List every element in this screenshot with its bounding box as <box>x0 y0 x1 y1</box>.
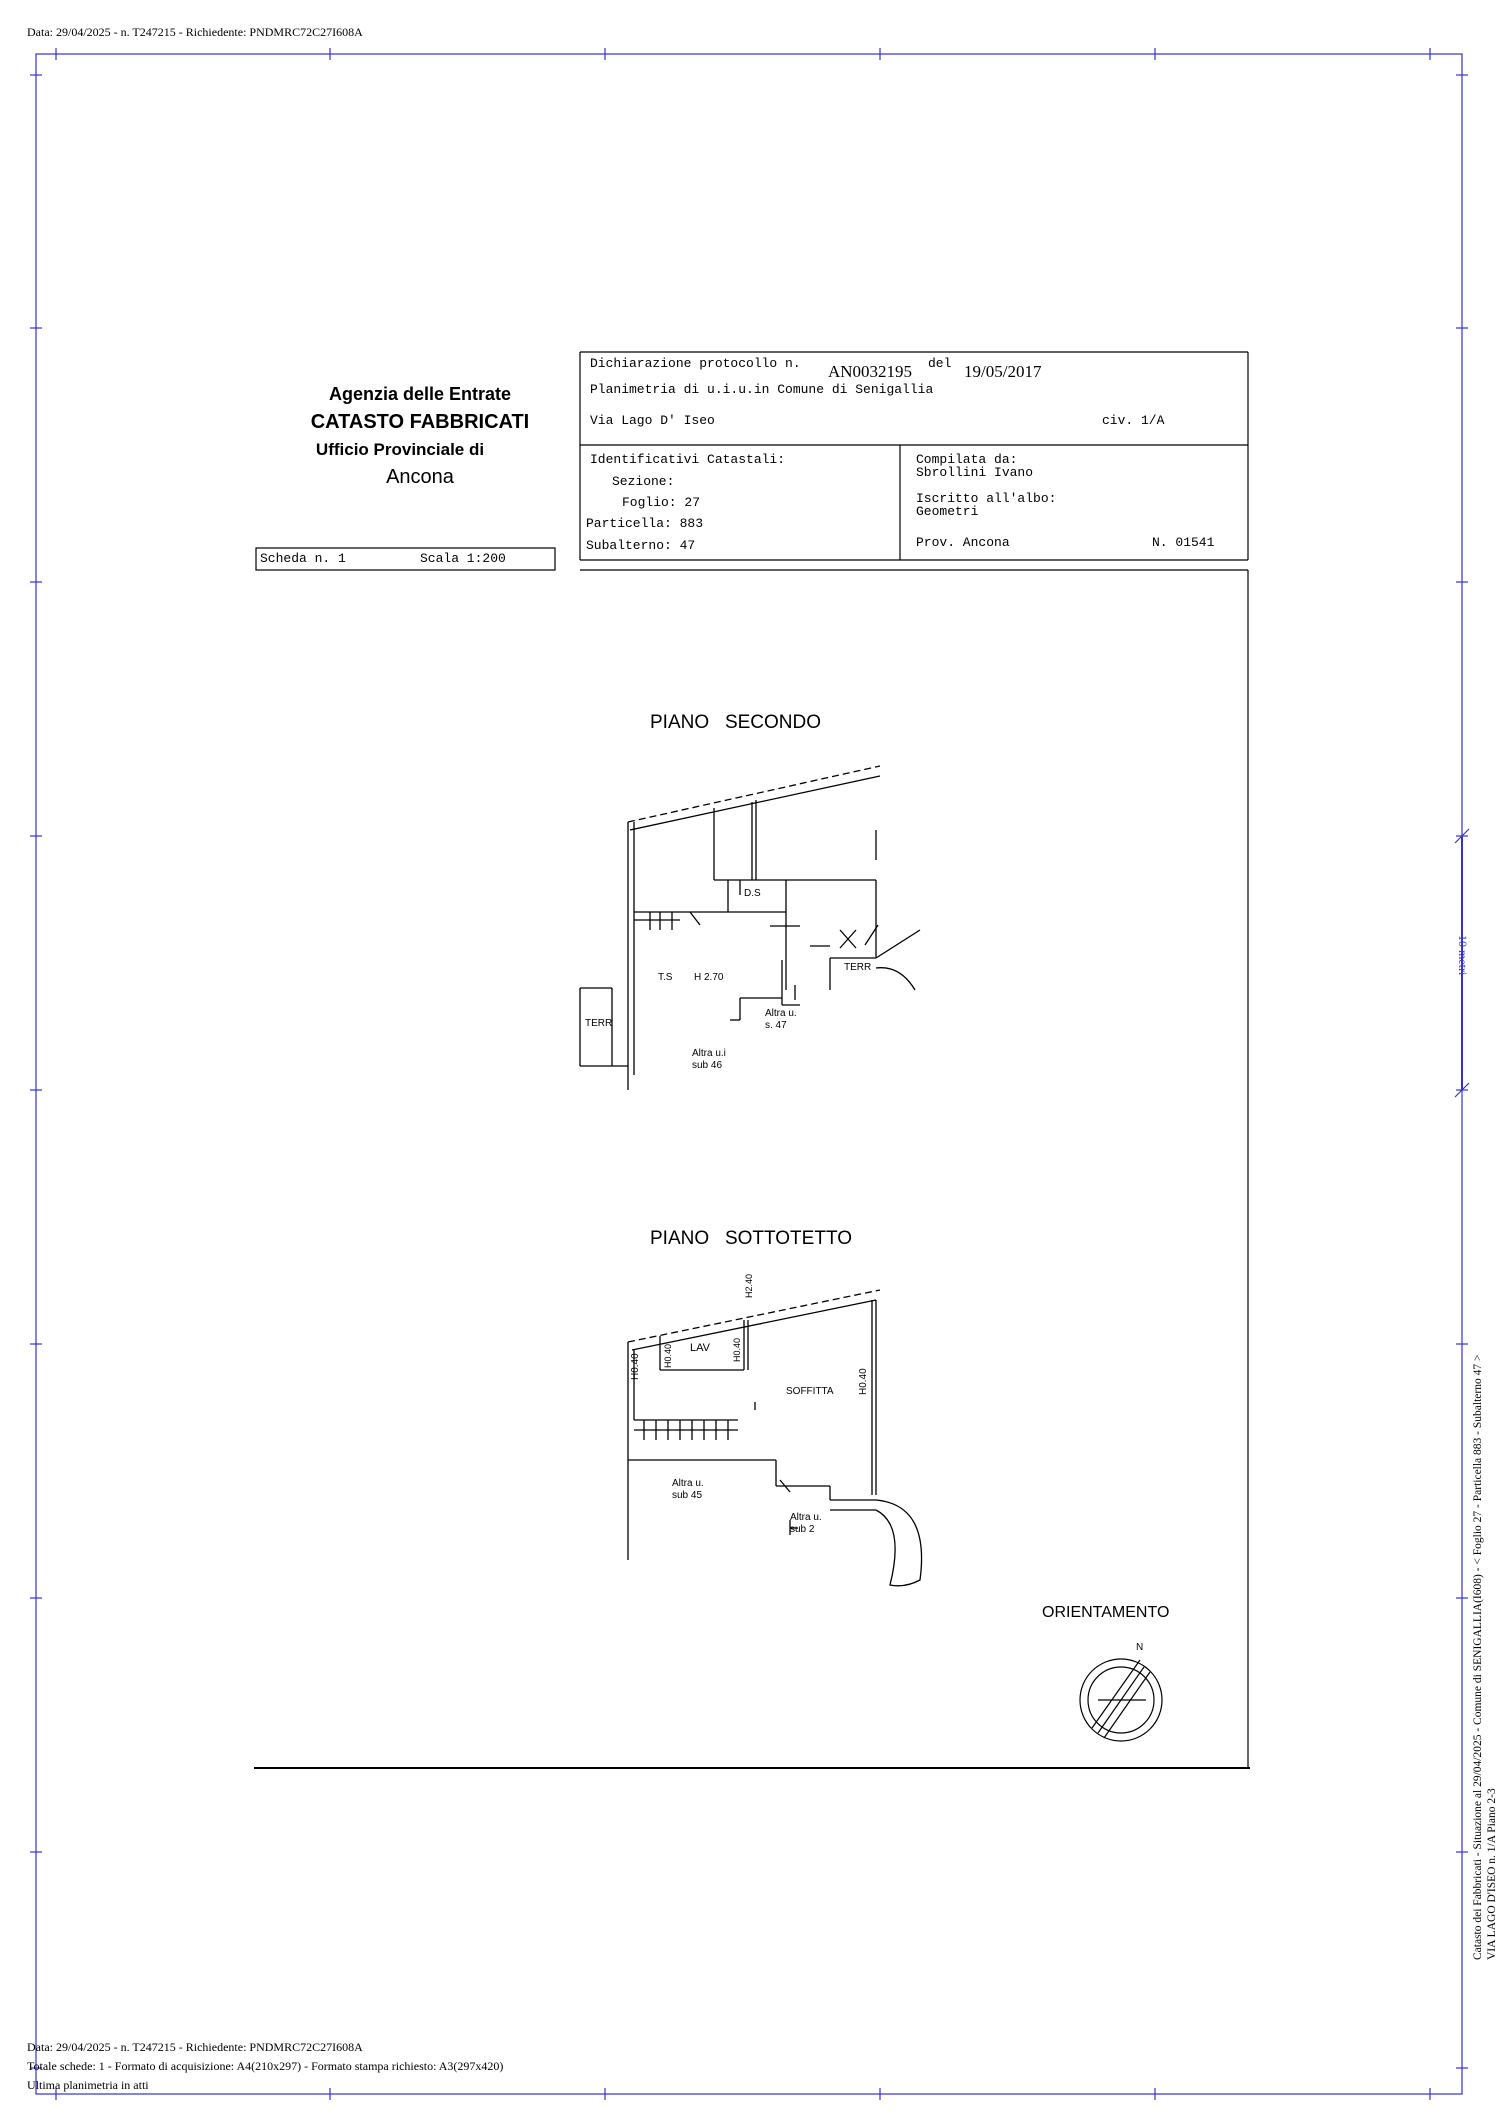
sub47-label: s. 47 <box>765 1020 787 1031</box>
floor-plan-secondo <box>580 766 920 1090</box>
altra-u2-label: Altra u. <box>672 1478 704 1489</box>
compiler-name: Sbrollini Ivano <box>916 465 1034 480</box>
protocol-label: Dichiarazione protocollo n. <box>590 356 801 371</box>
sub45-label: sub 45 <box>672 1490 703 1501</box>
room-label-lav: LAV <box>690 1342 710 1354</box>
footer-line3: Ultima planimetria in atti <box>27 2078 149 2092</box>
height-h040-a: H0.40 <box>630 1353 641 1380</box>
sezione: Sezione: <box>612 474 675 489</box>
footer-line2: Totale schede: 1 - Formato di acquisizione: A4(210x297) - Formato stampa richiesto: A3(297x420) <box>27 2059 504 2073</box>
altra-u3-label: Altra u. <box>790 1512 822 1523</box>
height-h040-d: H0.40 <box>732 1337 742 1362</box>
particella: Particella: 883 <box>586 516 704 531</box>
side-caption: Catasto dei Fabbricati - Situazione al 29/04/2025 - Comune di SENIGALLIA(I608) - < Foglio 27 - Particella 883 - Subalterno 47 > <box>1472 1354 1484 1960</box>
footer-line1: Data: 29/04/2025 - n. T247215 - Richiedente: PNDMRC72C27I608A <box>27 2040 363 2054</box>
room-label-ds: D.S <box>744 888 761 899</box>
albo-number: N. 01541 <box>1152 535 1215 550</box>
compilata-label: Compilata da: <box>916 452 1018 467</box>
orientamento-label: ORIENTAMENTO <box>1042 1604 1170 1621</box>
floor-plan-sottotetto <box>628 1290 922 1586</box>
province-name: Ancona <box>386 466 454 488</box>
albo: Geometri <box>916 504 979 519</box>
del-label: del <box>928 356 952 371</box>
sub2-label: sub 2 <box>790 1524 815 1535</box>
catasto-title: CATASTO FABBRICATI <box>310 411 530 433</box>
planimetria-desc: Planimetria di u.i.u.in Comune di Senigallia <box>590 382 934 397</box>
protocol-number: AN0032195 <box>828 362 913 381</box>
civic-number: civ. 1/A <box>1102 413 1165 428</box>
identificativi-title: Identificativi Catastali: <box>590 452 786 467</box>
room-label-terr-right: TERR <box>844 962 872 973</box>
room-label-ts: T.S <box>658 972 673 983</box>
floor-title-sottotetto: PIANO SOTTOTETTO <box>650 1228 852 1249</box>
scale-label: 10 metri <box>1456 935 1470 976</box>
foglio: Foglio: 27 <box>622 495 701 510</box>
room-label-terr-left: TERR <box>585 1018 613 1029</box>
prov: Prov. Ancona <box>916 535 1010 550</box>
room-height: H 2.70 <box>694 972 724 983</box>
protocol-date: 19/05/2017 <box>964 362 1042 381</box>
height-h040-b: H0.40 <box>858 1368 869 1395</box>
iscritto-label: Iscritto all'albo: <box>916 491 1057 506</box>
address: Via Lago D' Iseo <box>590 413 715 428</box>
sub46-label: sub 46 <box>692 1060 723 1071</box>
room-label-soffitta: SOFFITTA <box>786 1386 834 1397</box>
altra-u-label: Altra u. <box>765 1008 797 1019</box>
top-header: Data: 29/04/2025 - n. T247215 - Richiedente: PNDMRC72C27I608A <box>27 25 363 39</box>
height-h240: H2.40 <box>744 1273 754 1298</box>
subalterno: Subalterno: 47 <box>586 538 696 553</box>
agency-name: Agenzia delle Entrate <box>328 384 512 404</box>
altra-ui-label: Altra u.i <box>692 1048 726 1059</box>
side-address: VIA LAGO D'ISEO n. 1/A Piano 2-3 <box>1486 1788 1498 1960</box>
scala: Scala 1:200 <box>420 551 506 566</box>
floor-title-secondo: PIANO SECONDO <box>650 712 822 733</box>
scheda-number: Scheda n. 1 <box>260 551 346 566</box>
ufficio-label: Ufficio Provinciale di <box>315 440 485 459</box>
plan-frame <box>254 570 1250 1768</box>
height-h040-c: H0.40 <box>663 1343 673 1368</box>
north-label: N <box>1136 1642 1144 1653</box>
north-compass <box>1080 1659 1162 1741</box>
